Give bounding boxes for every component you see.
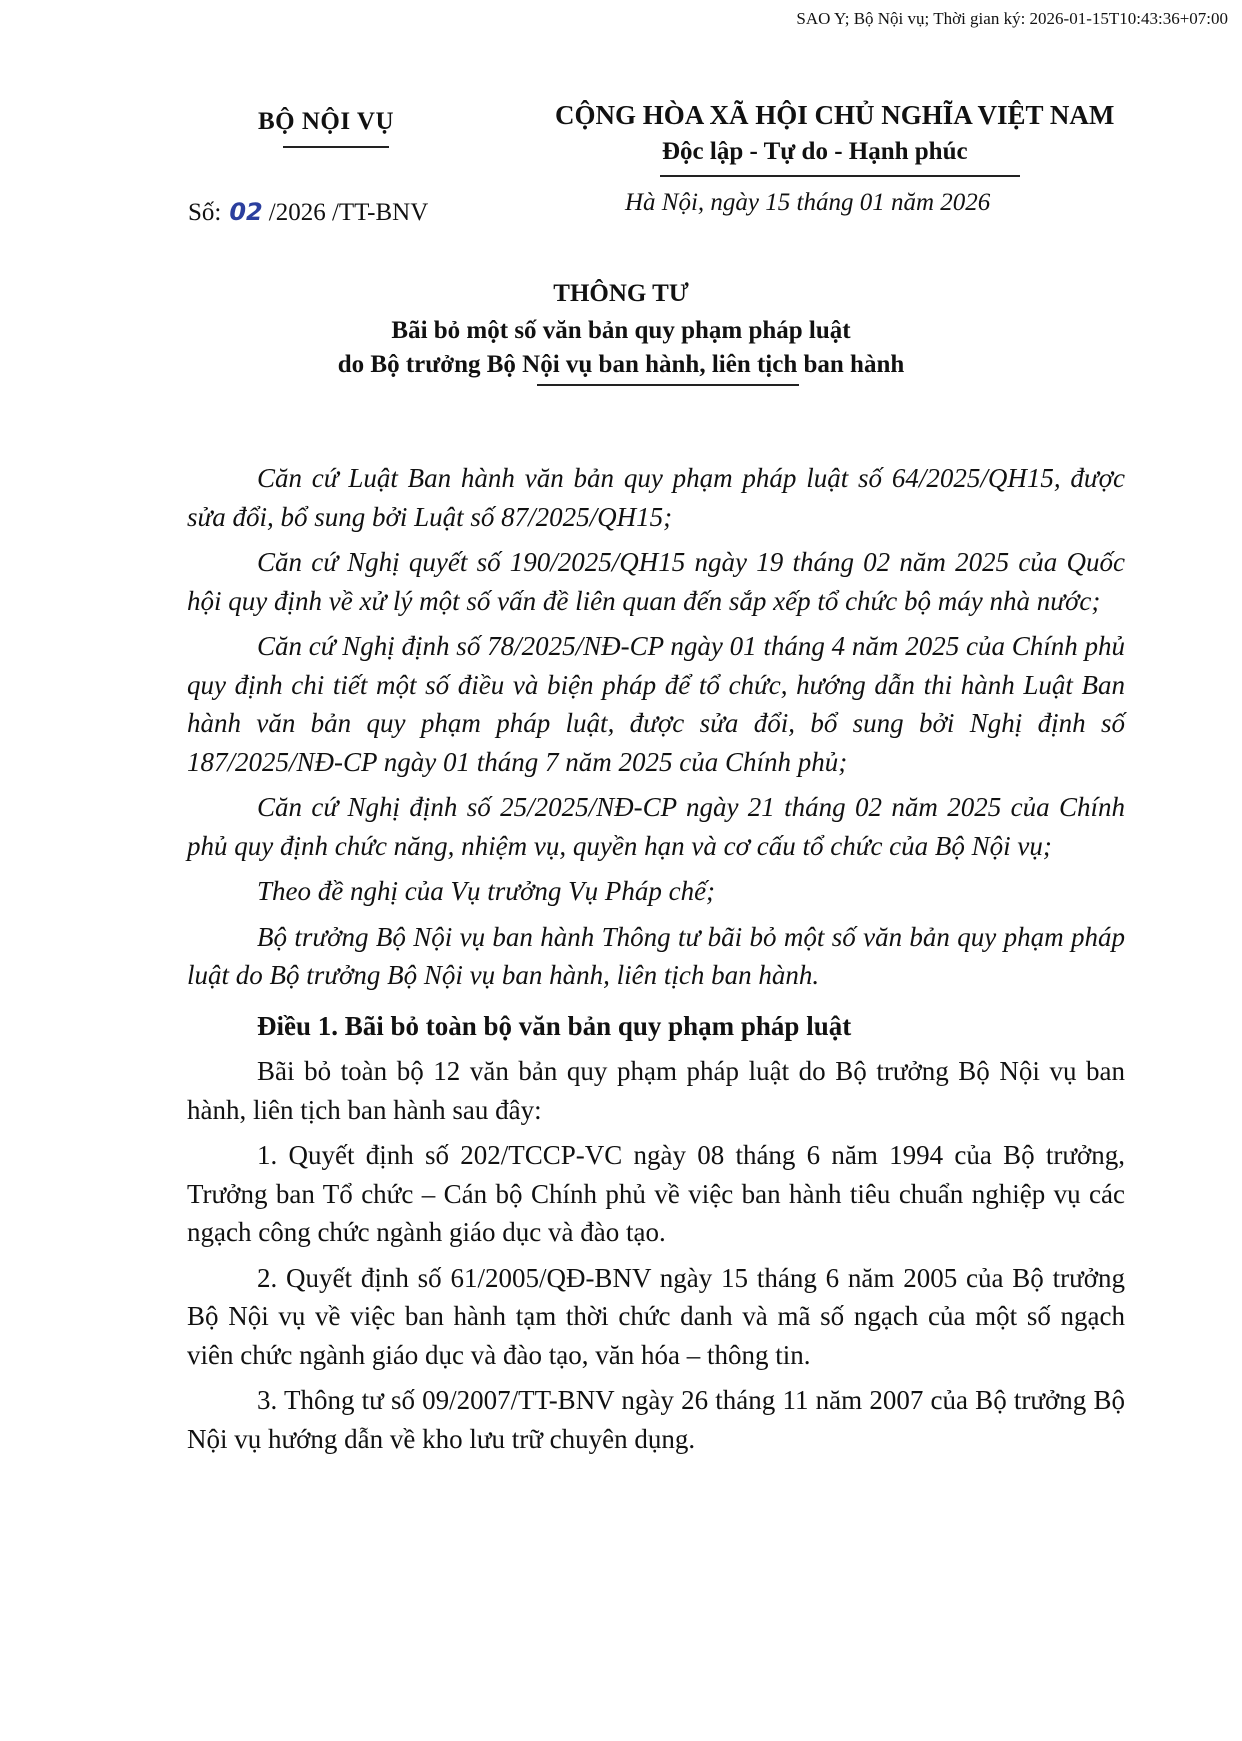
document-title: [0, 314, 1242, 382]
list-item: 3. Thông tư số 09/2007/TT-BNV ngày 26 tháng 11 năm 2007 của Bộ trưởng Bộ Nội vụ hướng dẫn về kho lưu trữ chuyên dụng.: [187, 1385, 1125, 1454]
document-title-line-1: Bãi bỏ một số văn bản quy phạm pháp luật: [391, 317, 851, 344]
issuing-agency: BỘ NỘI VỤ: [258, 108, 395, 135]
legal-basis-paragraph: Căn cứ Nghị quyết số 190/2025/QH15 ngày 19 tháng 02 năm 2025 của Quốc hội quy định về xử lý một số vấn đề liên quan đến sắp xếp tổ chức bộ máy nhà nước;: [187, 547, 1125, 616]
legal-basis-paragraph: Căn cứ Luật Ban hành văn bản quy phạm pháp luật số 64/2025/QH15, được sửa đổi, bổ sung bởi Luật số 87/2025/QH15;: [187, 463, 1125, 532]
agency-underline: [283, 146, 389, 148]
article-1-intro: Bãi bỏ toàn bộ 12 văn bản quy phạm pháp luật do Bộ trưởng Bộ Nội vụ ban hành, liên tịch ban hành sau đây:: [187, 1056, 1125, 1125]
article-1-heading: Điều 1. Bãi bỏ toàn bộ văn bản quy phạm pháp luật: [257, 1010, 852, 1041]
legal-basis-paragraph: Căn cứ Nghị định số 78/2025/NĐ-CP ngày 01 tháng 4 năm 2025 của Chính phủ quy định chi tiết một số điều và biện pháp để tổ chức, hướng dẫn thi hành Luật Ban hành văn bản quy phạm pháp luật, được sửa đổi, bổ sung bởi Nghị định số 187/2025/NĐ-CP ngày 01 tháng 7 năm 2025 của Chính phủ;: [187, 631, 1125, 777]
national-motto: Độc lập - Tự do - Hạnh phúc: [662, 138, 968, 165]
national-title: CỘNG HÒA XÃ HỘI CHỦ NGHĨA VIỆT NAM: [555, 100, 1115, 130]
issuance-paragraph: Bộ trưởng Bộ Nội vụ ban hành Thông tư bãi bỏ một số văn bản quy phạm pháp luật do Bộ trưởng Bộ Nội vụ ban hành, liên tịch ban hành.: [187, 921, 1125, 990]
list-item: 2. Quyết định số 61/2005/QĐ-BNV ngày 15 tháng 6 năm 2005 của Bộ trưởng Bộ Nội vụ về việc ban hành tạm thời chức danh và mã số ngạch của một số ngạch viên chức ngành giáo dục và đào tạo, văn hóa – thông tin.: [187, 1262, 1125, 1370]
motto-underline: [660, 175, 1020, 177]
place-and-date: Hà Nội, ngày 15 tháng 01 năm 2026: [625, 189, 991, 216]
document-number-prefix: Số:: [188, 199, 222, 226]
digital-signature-stamp: SAO Y; Bộ Nội vụ; Thời gian ký: 2026-01-15T10:43:36+07:00: [796, 9, 1228, 28]
document-number-suffix: /2026 /TT-BNV: [268, 199, 429, 226]
document-type: THÔNG TƯ: [553, 280, 689, 307]
document-title-line-2: do Bộ trưởng Bộ Nội vụ ban hành, liên tịch ban hành: [337, 351, 905, 378]
legal-basis-paragraph: Căn cứ Nghị định số 25/2025/NĐ-CP ngày 21 tháng 02 năm 2025 của Chính phủ quy định chức năng, nhiệm vụ, quyền hạn và cơ cấu tổ chức của Bộ Nội vụ;: [187, 792, 1125, 861]
document-number-handwritten: 02: [229, 198, 263, 226]
title-underline: [537, 384, 799, 386]
document-number: [188, 198, 428, 227]
proposal-paragraph: Theo đề nghị của Vụ trưởng Vụ Pháp chế;: [257, 876, 716, 906]
list-item: 1. Quyết định số 202/TCCP-VC ngày 08 tháng 6 năm 1994 của Bộ trưởng, Trưởng ban Tổ chức – Cán bộ Chính phủ về việc ban hành tiêu chuẩn nghiệp vụ các ngạch công chức ngành giáo dục và đào tạo.: [187, 1140, 1125, 1247]
document-body: [187, 459, 1125, 1458]
